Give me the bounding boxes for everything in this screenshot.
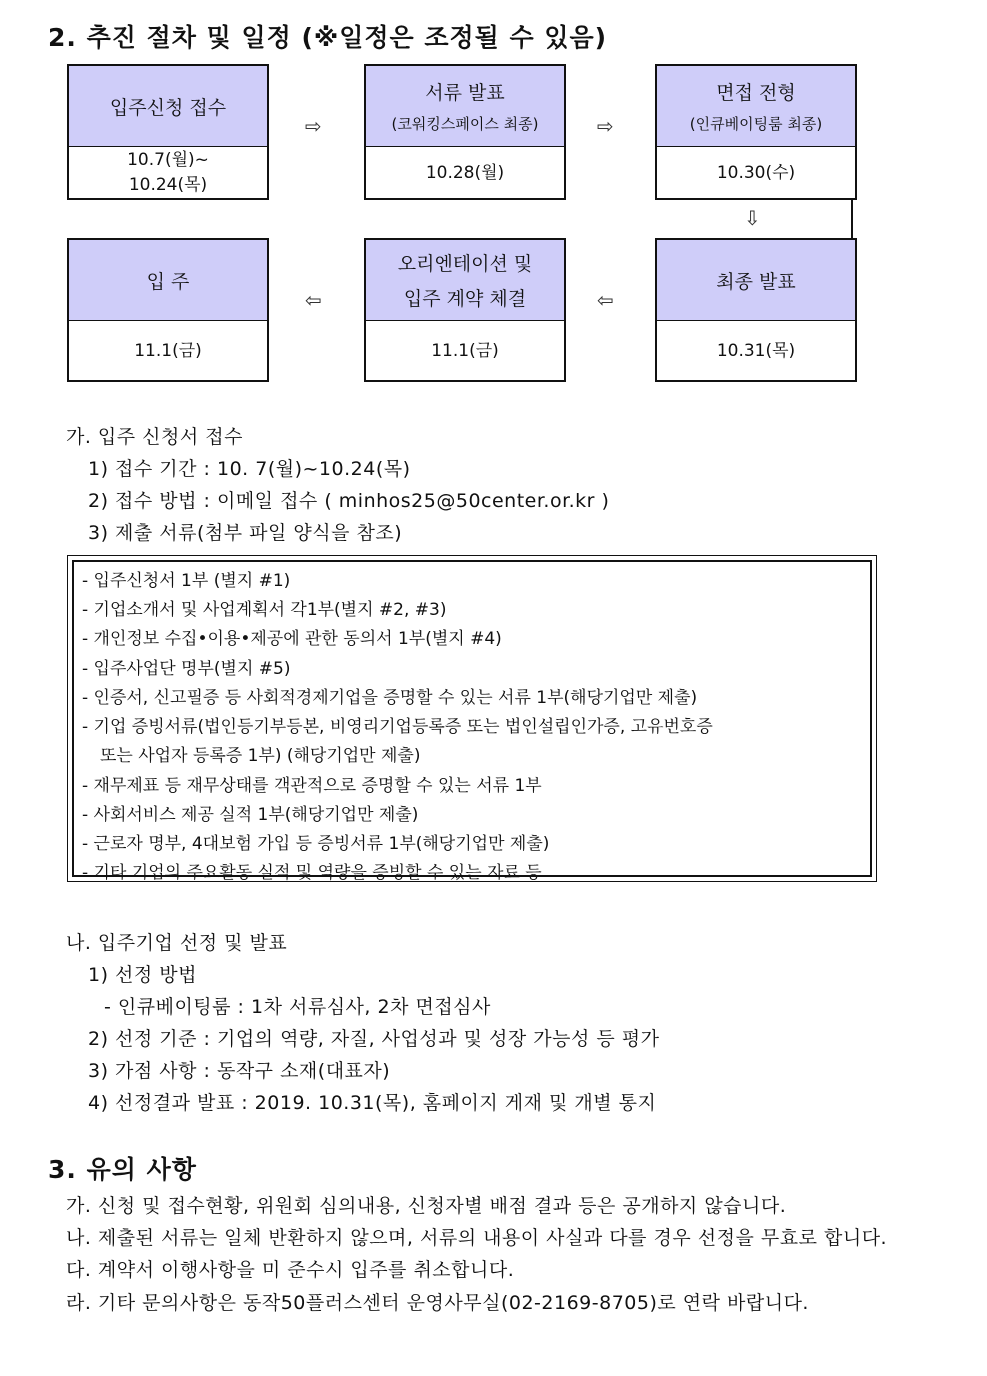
section-3-title: 3. 유의 사항 <box>48 1155 197 1184</box>
left-arrow-icon: ⇦ <box>597 288 614 312</box>
step-date <box>69 147 267 199</box>
step-title: 오리엔테이션 및 <box>397 253 533 275</box>
document-item: - 인증서, 신고필증 등 사회적경제기업을 증명할 수 있는 서류 1부(해당기업만 제출) <box>82 688 698 708</box>
step-date <box>657 147 855 199</box>
step-title: 최종 발표 <box>716 270 796 293</box>
part-b-item: - 인큐베이팅룸 : 1차 서류심사, 2차 면접심사 <box>104 996 491 1018</box>
part-a-item: 2) 접수 방법 : 이메일 접수 ( minhos25@50center.or.kr ) <box>88 490 610 512</box>
document-item: - 근로자 명부, 4대보험 가입 등 증빙서류 1부(해당기업만 제출) <box>82 834 550 854</box>
right-arrow-icon: ⇨ <box>597 114 614 138</box>
required-documents-inner <box>72 560 872 883</box>
step-date <box>69 321 267 381</box>
step-header <box>366 240 564 321</box>
notice-item: 라. 기타 문의사항은 동작50플러스센터 운영사무실(02-2169-8705)로 연락 바랍니다. <box>66 1292 809 1314</box>
step-date-line: 11.1(금) <box>134 340 202 361</box>
part-b-item: 3) 가점 사항 : 동작구 소재(대표자) <box>88 1060 391 1082</box>
document-item: - 재무제표 등 재무상태를 객관적으로 증명할 수 있는 서류 1부 <box>82 776 542 796</box>
step-date <box>366 147 564 199</box>
step-move-in-box <box>67 238 269 382</box>
step-title: 입 주 <box>146 270 190 293</box>
step-title: 면접 전형 <box>716 82 796 104</box>
document-item: - 사회서비스 제공 실적 1부(해당기업만 제출) <box>82 805 419 825</box>
step-title: 입주신청 접수 <box>109 96 227 119</box>
step-title: 서류 발표 <box>425 82 505 104</box>
document-item: - 기타 기업의 주요활동 실적 및 역량을 증빙할 수 있는 자료 등 <box>82 863 542 883</box>
part-a-heading: 가. 입주 신청서 접수 <box>66 426 243 448</box>
step-header <box>657 66 855 147</box>
step-date-line: 10.7(월)~ <box>127 150 209 170</box>
document-item: - 개인정보 수집•이용•제공에 관한 동의서 1부(별지 #4) <box>82 629 502 649</box>
part-b-item: 4) 선정결과 발표 : 2019. 10.31(목), 홈페이지 게재 및 개별 통지 <box>88 1092 657 1114</box>
step-date <box>657 321 855 381</box>
part-b-item: 2) 선정 기준 : 기업의 역량, 자질, 사업성과 및 성장 가능성 등 평가 <box>88 1028 660 1050</box>
document-item: - 기업소개서 및 사업계획서 각1부(별지 #2, #3) <box>82 600 447 620</box>
step-date-line: 10.31(목) <box>716 340 796 361</box>
step-subtitle: (코워킹스페이스 최종) <box>391 115 539 133</box>
step-date <box>366 321 564 381</box>
step-interview-box <box>655 64 857 200</box>
step-date-line: 11.1(금) <box>431 340 499 361</box>
step-date-line: 10.28(월) <box>425 162 505 183</box>
document-item: - 입주신청서 1부 (별지 #1) <box>82 571 291 591</box>
step-header <box>366 66 564 147</box>
step-subtitle: 입주 계약 체결 <box>403 288 527 310</box>
connector-line <box>851 198 853 240</box>
step-date-line: 10.30(수) <box>716 162 796 183</box>
left-arrow-icon: ⇦ <box>305 288 322 312</box>
part-a-item: 3) 제출 서류(첨부 파일 양식을 참조) <box>88 522 403 544</box>
part-a-item: 1) 접수 기간 : 10. 7(월)~10.24(목) <box>88 458 411 480</box>
step-final-result-box <box>655 238 857 382</box>
right-arrow-icon: ⇨ <box>305 114 322 138</box>
notice-item: 나. 제출된 서류는 일체 반환하지 않으며, 서류의 내용이 사실과 다를 경우 선정을 무효로 합니다. <box>66 1227 888 1249</box>
notice-item: 가. 신청 및 접수현황, 위원회 심의내용, 신청자별 배점 결과 등은 공개하지 않습니다. <box>66 1195 787 1217</box>
step-date-line: 10.24(목) <box>128 175 208 195</box>
step-subtitle: (인큐베이팅룸 최종) <box>689 115 823 133</box>
step-header <box>69 66 267 147</box>
step-header <box>69 240 267 321</box>
required-documents-box <box>67 555 877 882</box>
document-item: - 기업 증빙서류(법인등기부등본, 비영리기업등록증 또는 법인설립인가증, 고유번호증 <box>82 717 713 737</box>
step-document-result-box <box>364 64 566 200</box>
document-item: 또는 사업자 등록증 1부) (해당기업만 제출) <box>100 746 421 766</box>
part-b-heading: 나. 입주기업 선정 및 발표 <box>66 932 288 954</box>
step-application-box <box>67 64 269 200</box>
step-header <box>657 240 855 321</box>
section-2-title: 2. 추진 절차 및 일정 (※일정은 조정될 수 있음) <box>48 23 608 52</box>
down-arrow-icon: ⇩ <box>744 206 761 230</box>
step-orientation-box <box>364 238 566 382</box>
part-b-item: 1) 선정 방법 <box>88 964 197 986</box>
notice-item: 다. 계약서 이행사항을 미 준수시 입주를 취소합니다. <box>66 1259 515 1281</box>
document-item: - 입주사업단 명부(별지 #5) <box>82 659 291 679</box>
